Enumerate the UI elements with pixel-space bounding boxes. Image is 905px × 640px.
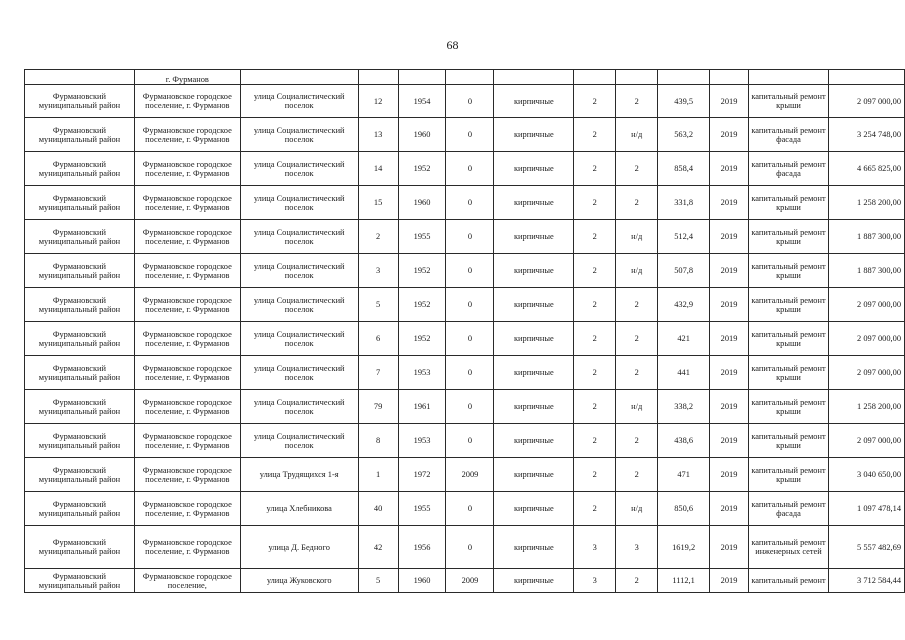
cell-walls: кирпичные	[494, 390, 574, 424]
cell-year-built: 1954	[398, 85, 446, 118]
cell-work-type: капитальный ремонт крыши	[749, 322, 829, 356]
cell-walls: кирпичные	[494, 85, 574, 118]
cell-settlement: г. Фурманов	[134, 70, 240, 85]
cell-cost: 2 097 000,00	[828, 356, 904, 390]
cell-street: улица Социалистический поселок	[240, 186, 358, 220]
cell-year-built: 1960	[398, 118, 446, 152]
cell-plan-year: 2019	[710, 390, 749, 424]
cell-street: улица Социалистический поселок	[240, 322, 358, 356]
cell-plan-year: 2019	[710, 492, 749, 526]
cell-work-type: капитальный ремонт крыши	[749, 424, 829, 458]
cell-area: 471	[658, 458, 710, 492]
cell-floors-min: 2	[574, 118, 616, 152]
table-row	[25, 152, 905, 186]
cell-street: улица Социалистический поселок	[240, 288, 358, 322]
cell-district	[25, 70, 135, 85]
table-row-continued	[25, 70, 905, 85]
cell-year-overhaul: 0	[446, 288, 494, 322]
cell-year-overhaul: 0	[446, 85, 494, 118]
table-row	[25, 254, 905, 288]
cell-area: 1619,2	[658, 526, 710, 569]
cell-street: улица Социалистический поселок	[240, 220, 358, 254]
cell-floors-min: 2	[574, 220, 616, 254]
cell-cost: 4 665 825,00	[828, 152, 904, 186]
cell-floors-min: 3	[574, 526, 616, 569]
cell-floors-max: 2	[616, 458, 658, 492]
cell-house: 5	[358, 569, 398, 593]
cell-settlement: Фурмановское городское поселение, г. Фурманов	[134, 220, 240, 254]
cell-floors-min	[574, 70, 616, 85]
cell-floors-max: 2	[616, 569, 658, 593]
table-row	[25, 85, 905, 118]
cell-district: Фурмановский муниципальный район	[25, 526, 135, 569]
cell-work-type: капитальный ремонт фасада	[749, 492, 829, 526]
table-row	[25, 458, 905, 492]
cell-floors-max: 2	[616, 424, 658, 458]
cell-year-overhaul: 0	[446, 356, 494, 390]
table-row	[25, 118, 905, 152]
cell-district: Фурмановский муниципальный район	[25, 492, 135, 526]
cell-district: Фурмановский муниципальный район	[25, 322, 135, 356]
cell-year-overhaul: 0	[446, 526, 494, 569]
cell-cost: 2 097 000,00	[828, 322, 904, 356]
cell-walls: кирпичные	[494, 186, 574, 220]
cell-cost: 1 097 478,14	[828, 492, 904, 526]
cell-work-type: капитальный ремонт фасада	[749, 152, 829, 186]
cell-plan-year: 2019	[710, 288, 749, 322]
cell-settlement: Фурмановское городское поселение, г. Фурманов	[134, 458, 240, 492]
cell-year-built: 1961	[398, 390, 446, 424]
cell-walls: кирпичные	[494, 526, 574, 569]
cell-settlement: Фурмановское городское поселение, г. Фурманов	[134, 254, 240, 288]
cell-settlement: Фурмановское городское поселение, г. Фурманов	[134, 356, 240, 390]
cell-walls: кирпичные	[494, 254, 574, 288]
cell-street: улица Социалистический поселок	[240, 424, 358, 458]
cell-cost: 2 097 000,00	[828, 424, 904, 458]
cell-work-type: капитальный ремонт фасада	[749, 118, 829, 152]
cell-walls: кирпичные	[494, 356, 574, 390]
cell-walls	[494, 70, 574, 85]
cell-street: улица Социалистический поселок	[240, 390, 358, 424]
cell-cost: 3 712 584,44	[828, 569, 904, 593]
cell-work-type: капитальный ремонт крыши	[749, 85, 829, 118]
cell-year-overhaul: 0	[446, 390, 494, 424]
cell-floors-max: 2	[616, 322, 658, 356]
cell-area: 438,6	[658, 424, 710, 458]
cell-year-overhaul: 0	[446, 220, 494, 254]
table-row	[25, 356, 905, 390]
cell-plan-year: 2019	[710, 152, 749, 186]
cell-walls: кирпичные	[494, 288, 574, 322]
cell-cost	[828, 70, 904, 85]
table-row	[25, 492, 905, 526]
cell-floors-max: н/д	[616, 220, 658, 254]
cell-year-built: 1956	[398, 526, 446, 569]
cell-street: улица Социалистический поселок	[240, 118, 358, 152]
cell-floors-min: 2	[574, 288, 616, 322]
cell-floors-max: н/д	[616, 118, 658, 152]
cell-work-type	[749, 70, 829, 85]
cell-work-type: капитальный ремонт крыши	[749, 186, 829, 220]
cell-area: 441	[658, 356, 710, 390]
cell-plan-year: 2019	[710, 322, 749, 356]
cell-year-built	[398, 70, 446, 85]
cell-house: 5	[358, 288, 398, 322]
cell-cost: 1 887 300,00	[828, 254, 904, 288]
cell-house: 6	[358, 322, 398, 356]
cell-street	[240, 70, 358, 85]
cell-area: 507,8	[658, 254, 710, 288]
cell-area: 563,2	[658, 118, 710, 152]
cell-floors-max: 2	[616, 152, 658, 186]
cell-house: 15	[358, 186, 398, 220]
cell-house: 40	[358, 492, 398, 526]
cell-house: 3	[358, 254, 398, 288]
cell-street: улица Д. Бедного	[240, 526, 358, 569]
cell-area: 512,4	[658, 220, 710, 254]
table-row	[25, 390, 905, 424]
cell-floors-max	[616, 70, 658, 85]
cell-district: Фурмановский муниципальный район	[25, 220, 135, 254]
table-body	[25, 70, 905, 593]
cell-house: 13	[358, 118, 398, 152]
cell-settlement: Фурмановское городское поселение, г. Фурманов	[134, 288, 240, 322]
table-row	[25, 424, 905, 458]
cell-year-overhaul: 0	[446, 118, 494, 152]
cell-settlement: Фурмановское городское поселение,	[134, 569, 240, 593]
cell-year-built: 1960	[398, 186, 446, 220]
cell-year-overhaul: 0	[446, 152, 494, 186]
table-row	[25, 322, 905, 356]
cell-year-built: 1952	[398, 288, 446, 322]
cell-district: Фурмановский муниципальный район	[25, 458, 135, 492]
cell-work-type: капитальный ремонт крыши	[749, 254, 829, 288]
cell-district: Фурмановский муниципальный район	[25, 356, 135, 390]
cell-year-built: 1955	[398, 220, 446, 254]
cell-work-type: капитальный ремонт крыши	[749, 390, 829, 424]
cell-work-type: капитальный ремонт крыши	[749, 356, 829, 390]
cell-cost: 1 887 300,00	[828, 220, 904, 254]
cell-street: улица Социалистический поселок	[240, 152, 358, 186]
cell-plan-year: 2019	[710, 424, 749, 458]
cell-settlement: Фурмановское городское поселение, г. Фурманов	[134, 118, 240, 152]
cell-walls: кирпичные	[494, 118, 574, 152]
cell-plan-year: 2019	[710, 85, 749, 118]
cell-floors-max: 2	[616, 85, 658, 118]
cell-area: 338,2	[658, 390, 710, 424]
cell-floors-min: 2	[574, 322, 616, 356]
cell-plan-year: 2019	[710, 254, 749, 288]
cell-area: 1112,1	[658, 569, 710, 593]
cell-street: улица Социалистический поселок	[240, 85, 358, 118]
cell-year-built: 1953	[398, 424, 446, 458]
cell-year-built: 1960	[398, 569, 446, 593]
cell-year-built: 1955	[398, 492, 446, 526]
cell-year-built: 1952	[398, 322, 446, 356]
cell-street: улица Жуковского	[240, 569, 358, 593]
cell-year-overhaul	[446, 70, 494, 85]
cell-house: 7	[358, 356, 398, 390]
cell-settlement: Фурмановское городское поселение, г. Фурманов	[134, 322, 240, 356]
table-row	[25, 186, 905, 220]
cell-cost: 2 097 000,00	[828, 288, 904, 322]
cell-house: 2	[358, 220, 398, 254]
cell-year-overhaul: 0	[446, 322, 494, 356]
cell-cost: 5 557 482,69	[828, 526, 904, 569]
cell-district: Фурмановский муниципальный район	[25, 118, 135, 152]
cell-walls: кирпичные	[494, 458, 574, 492]
cell-walls: кирпичные	[494, 424, 574, 458]
cell-area: 858,4	[658, 152, 710, 186]
cell-settlement: Фурмановское городское поселение, г. Фурманов	[134, 186, 240, 220]
cell-district: Фурмановский муниципальный район	[25, 254, 135, 288]
cell-plan-year: 2019	[710, 526, 749, 569]
cell-cost: 3 254 748,00	[828, 118, 904, 152]
cell-year-built: 1952	[398, 152, 446, 186]
cell-area: 331,8	[658, 186, 710, 220]
cell-house: 14	[358, 152, 398, 186]
cell-year-overhaul: 0	[446, 492, 494, 526]
table-row	[25, 526, 905, 569]
cell-house: 42	[358, 526, 398, 569]
cell-year-overhaul: 0	[446, 424, 494, 458]
cell-district: Фурмановский муниципальный район	[25, 152, 135, 186]
cell-house: 12	[358, 85, 398, 118]
cell-settlement: Фурмановское городское поселение, г. Фурманов	[134, 85, 240, 118]
cell-year-overhaul: 2009	[446, 458, 494, 492]
cell-street: улица Трудящихся 1-я	[240, 458, 358, 492]
cell-street: улица Социалистический поселок	[240, 356, 358, 390]
cell-year-overhaul: 2009	[446, 569, 494, 593]
cell-walls: кирпичные	[494, 492, 574, 526]
cell-plan-year: 2019	[710, 356, 749, 390]
cell-floors-max: 2	[616, 288, 658, 322]
cell-street: улица Социалистический поселок	[240, 254, 358, 288]
cell-floors-max: 2	[616, 356, 658, 390]
cell-area: 439,5	[658, 85, 710, 118]
cell-year-overhaul: 0	[446, 254, 494, 288]
cell-floors-min: 2	[574, 390, 616, 424]
cell-area: 432,9	[658, 288, 710, 322]
cell-floors-min: 2	[574, 254, 616, 288]
cell-year-built: 1972	[398, 458, 446, 492]
cell-plan-year: 2019	[710, 220, 749, 254]
cell-floors-max: н/д	[616, 390, 658, 424]
cell-work-type: капитальный ремонт крыши	[749, 288, 829, 322]
cell-walls: кирпичные	[494, 569, 574, 593]
housing-repair-table	[24, 69, 905, 593]
cell-plan-year: 2019	[710, 458, 749, 492]
cell-cost: 2 097 000,00	[828, 85, 904, 118]
cell-street: улица Хлебникова	[240, 492, 358, 526]
cell-area: 421	[658, 322, 710, 356]
cell-district: Фурмановский муниципальный район	[25, 424, 135, 458]
cell-settlement: Фурмановское городское поселение, г. Фурманов	[134, 492, 240, 526]
cell-work-type: капитальный ремонт крыши	[749, 458, 829, 492]
table-row	[25, 220, 905, 254]
cell-floors-min: 2	[574, 152, 616, 186]
cell-plan-year: 2019	[710, 118, 749, 152]
cell-house: 8	[358, 424, 398, 458]
cell-settlement: Фурмановское городское поселение, г. Фурманов	[134, 526, 240, 569]
cell-district: Фурмановский муниципальный район	[25, 288, 135, 322]
cell-year-overhaul: 0	[446, 186, 494, 220]
cell-cost: 3 040 650,00	[828, 458, 904, 492]
cell-cost: 1 258 200,00	[828, 390, 904, 424]
cell-floors-max: н/д	[616, 254, 658, 288]
cell-floors-min: 2	[574, 186, 616, 220]
cell-floors-max: 2	[616, 186, 658, 220]
cell-district: Фурмановский муниципальный район	[25, 85, 135, 118]
cell-work-type: капитальный ремонт инженерных сетей	[749, 526, 829, 569]
cell-walls: кирпичные	[494, 220, 574, 254]
cell-settlement: Фурмановское городское поселение, г. Фурманов	[134, 152, 240, 186]
cell-area	[658, 70, 710, 85]
cell-settlement: Фурмановское городское поселение, г. Фурманов	[134, 390, 240, 424]
cell-district: Фурмановский муниципальный район	[25, 186, 135, 220]
cell-house: 79	[358, 390, 398, 424]
cell-house	[358, 70, 398, 85]
cell-floors-min: 2	[574, 458, 616, 492]
cell-floors-min: 2	[574, 85, 616, 118]
cell-floors-min: 2	[574, 356, 616, 390]
cell-floors-max: н/д	[616, 492, 658, 526]
cell-settlement: Фурмановское городское поселение, г. Фурманов	[134, 424, 240, 458]
cell-walls: кирпичные	[494, 152, 574, 186]
cell-plan-year: 2019	[710, 569, 749, 593]
cell-walls: кирпичные	[494, 322, 574, 356]
cell-cost: 1 258 200,00	[828, 186, 904, 220]
cell-district: Фурмановский муниципальный район	[25, 569, 135, 593]
cell-district: Фурмановский муниципальный район	[25, 390, 135, 424]
cell-floors-max: 3	[616, 526, 658, 569]
cell-floors-min: 2	[574, 424, 616, 458]
cell-plan-year	[710, 70, 749, 85]
cell-floors-min: 3	[574, 569, 616, 593]
table-row	[25, 288, 905, 322]
cell-plan-year: 2019	[710, 186, 749, 220]
table-row	[25, 569, 905, 593]
cell-house: 1	[358, 458, 398, 492]
cell-year-built: 1952	[398, 254, 446, 288]
cell-work-type: капитальный ремонт крыши	[749, 220, 829, 254]
cell-year-built: 1953	[398, 356, 446, 390]
cell-floors-min: 2	[574, 492, 616, 526]
page-number: 68	[446, 38, 459, 52]
cell-work-type: капитальный ремонт	[749, 569, 829, 593]
cell-area: 850,6	[658, 492, 710, 526]
